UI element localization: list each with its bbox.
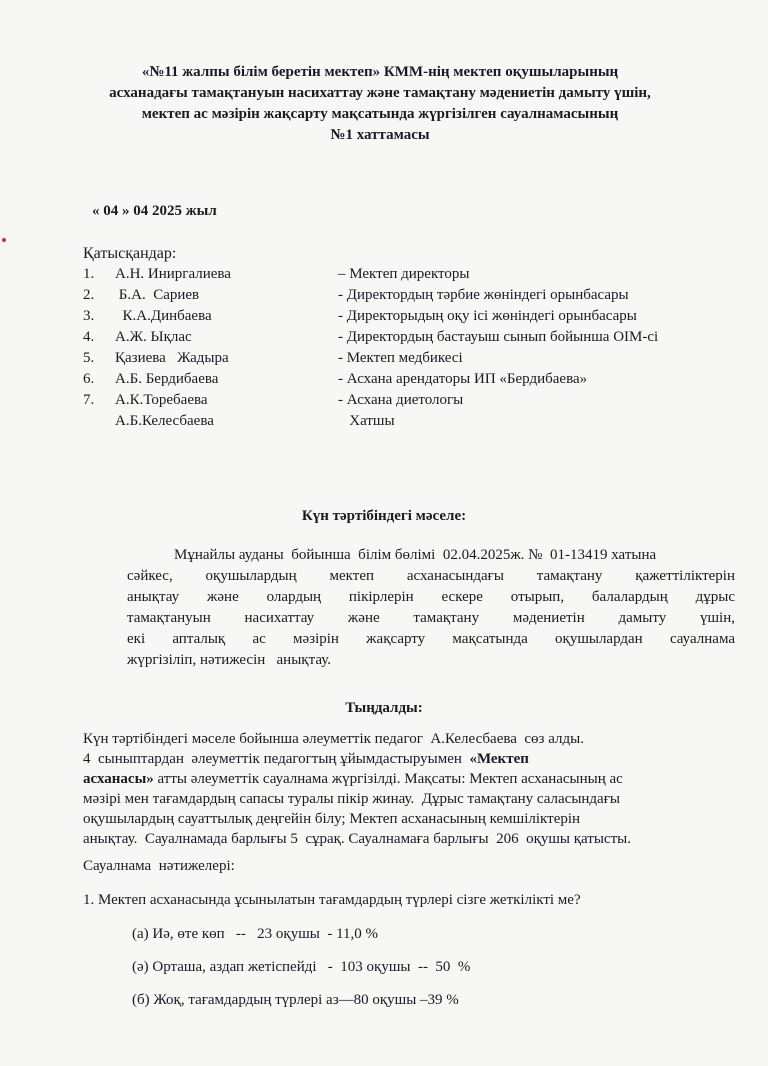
heard-bold-text: асханасы» [83,771,154,787]
answer-b: (б) Жоқ, тағамдардың түрлері аз—80 оқушы –39 % [132,992,459,1008]
agenda-line: сәйкес, оқушылардың мектеп асханасындағы тамақтану қажеттіліктерін [127,568,735,584]
participant-number: 2. [83,287,95,303]
heard-paragraph [83,729,743,849]
protocol-date: « 04 » 04 2025 жыл [92,203,217,219]
participant-role: - Асхана арендаторы ИП «Бердибаева» [338,371,588,387]
heard-heading: Тыңдалды: [345,700,423,716]
agenda-line: тамақтануын насихаттау және тамақтану мәдениетін дамыту үшін, [127,610,735,626]
participant-row [83,392,743,413]
question-1: 1. Мектеп асханасында ұсынылатын тағамдардың түрлері сізге жеткілікті ме? [83,892,581,908]
agenda-line: жүргізіліп, нәтижесін анықтау. [127,652,331,668]
participant-row [83,413,743,434]
agenda-heading: Күн тәртібіндегі мәселе: [301,508,467,524]
participant-row [83,308,743,329]
participant-name: К.А.Динбаева [115,308,212,324]
participant-number: 3. [83,308,95,324]
participant-row [83,329,743,350]
participant-role: - Директордың тәрбие жөніндегі орынбасары [338,287,629,303]
participant-name: Қазиева Жадыра [115,350,229,366]
participant-number: 5. [83,350,95,366]
answer-ae: (ә) Орташа, аздап жетіспейді - 103 оқушы -- 50 % [132,959,471,975]
participant-row [83,371,743,392]
agenda-paragraph [127,545,735,671]
agenda-line: Мұнайлы ауданы бойынша білім бөлімі 02.04.2025ж. № 01-13419 хатына [174,547,657,563]
participant-name: А.Б. Бердибаева [115,371,219,387]
heard-line [83,749,743,769]
participant-number: 1. [83,266,95,282]
title-line: «№11 жалпы білім беретін мектеп» КММ-нің мектеп оқушыларының [141,64,619,80]
heard-line: мәзірі мен тағамдардың сапасы туралы пікір жинау. Дұрыс тамақтану саласындағы [83,791,620,807]
participant-row [83,266,743,287]
participant-row [83,350,743,371]
participant-row [83,287,743,308]
results-title: Сауалнама нәтижелері: [83,858,235,874]
heard-text: 4 сыныптардан әлеуметтік педагогтың ұйымдастыруымен [83,751,470,767]
participant-role: - Мектеп медбикесі [338,350,463,366]
participants-list [83,266,743,434]
participant-role: - Директорыдың оқу ісі жөніндегі орынбасары [338,308,637,324]
heard-line: Күн тәртібіндегі мәселе бойынша әлеуметтік педагог А.Келесбаева сөз алды. [83,731,584,747]
heard-line [83,769,743,789]
participant-role: Хатшы [338,413,395,429]
answer-a: (а) Иә, өте көп -- 23 оқушы - 11,0 % [132,926,379,942]
heard-line: оқушылардың сауаттылық деңгейін білу; Мектеп асханасының кемшіліктерін [83,811,581,827]
participant-name: Б.А. Сариев [115,287,200,303]
heard-bold-text: «Мектеп [469,751,529,767]
participant-name: А.К.Торебаева [115,392,208,408]
participant-role: – Мектеп директоры [338,266,470,282]
document-title [70,62,690,146]
participant-number: 7. [83,392,95,408]
title-line: мектеп ас мәзірін жақсарту мақсатында жүргізілген сауалнамасының [141,106,619,122]
participant-name: А.Ж. Ықлас [115,329,192,345]
heard-text: атты әлеуметтік сауалнама жүргізілді. Мақсаты: Мектеп асханасының ас [153,771,623,787]
participant-role: - Асхана диетологы [338,392,464,408]
heard-line: анықтау. Сауалнамада барлығы 5 сұрақ. Сауалнамаға барлығы 206 оқушы қатысты. [83,831,631,847]
participant-name: А.Н. Иниргалиева [115,266,231,282]
title-line: №1 хаттамасы [330,127,430,143]
participant-role: - Директордың бастауыш сынып бойынша ОІМ-сі [338,329,659,345]
participant-number: 6. [83,371,95,387]
participant-name: А.Б.Келесбаева [115,413,214,429]
agenda-line: анықтау және олардың пікірлерін ескере отырып, балалардың дұрыс [127,589,735,605]
participant-number: 4. [83,329,95,345]
ink-dot [2,238,6,242]
participants-heading: Қатысқандар: [83,245,177,262]
title-line: асханадағы тамақтануын насихаттау және тамақтану мәдениетін дамыту үшін, [109,85,651,101]
agenda-line: екі апталық ас мәзірін жақсарту мақсатында оқушылардан сауалнама [127,631,735,647]
